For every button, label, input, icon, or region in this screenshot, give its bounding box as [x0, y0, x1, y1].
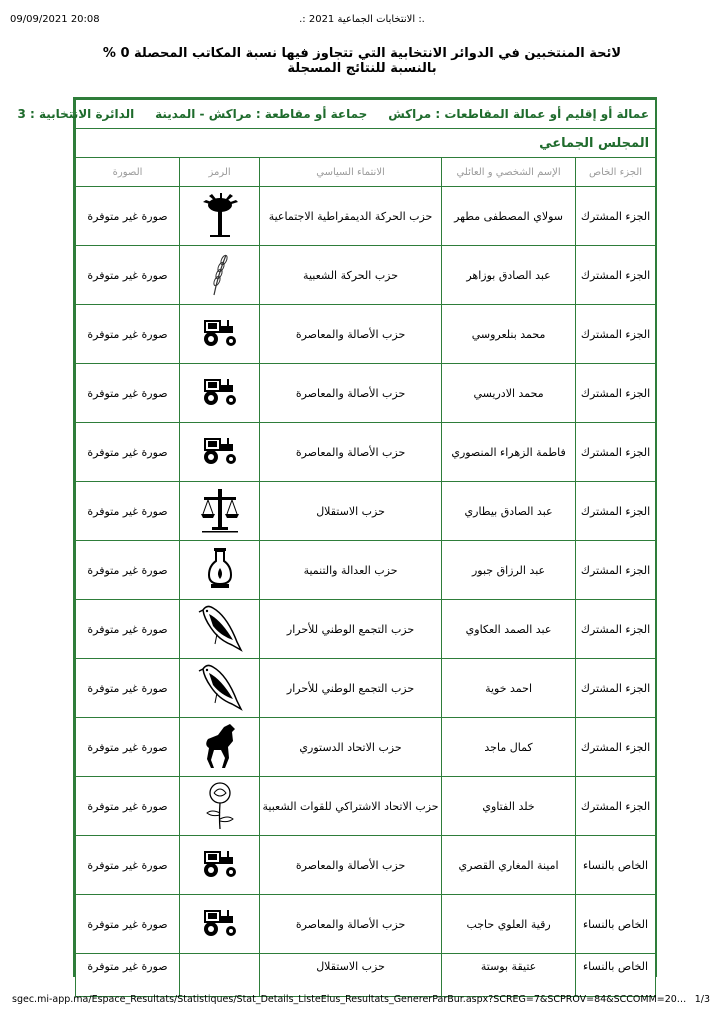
cell-party: حزب الأصالة والمعاصرة [260, 305, 442, 364]
dove-icon [197, 602, 243, 657]
cell-part: الجزء المشترك [576, 482, 656, 541]
cell-name: احمد خوية [442, 659, 576, 718]
cell-name: عبد الصادق بيطاري [442, 482, 576, 541]
cell-party: حزب الاستقلال [260, 954, 442, 997]
table-row [76, 541, 656, 600]
cell-party: حزب التجمع الوطني للأحرار [260, 600, 442, 659]
column-header-symbol: الرمز [180, 158, 260, 187]
table-row [76, 423, 656, 482]
cell-part: الجزء المشترك [576, 187, 656, 246]
cell-part: الجزء المشترك [576, 777, 656, 836]
cell-symbol [180, 659, 260, 718]
heading-line-1: لائحة المنتخبين في الدوائر الانتخابية التي تتجاوز فيها نسبة المكاتب المحصلة 0 % [102, 46, 622, 61]
cell-part: الجزء المشترك [576, 600, 656, 659]
cell-photo: صورة غير متوفرة [76, 600, 180, 659]
table-row [76, 836, 656, 895]
table-row [76, 600, 656, 659]
cell-symbol [180, 187, 260, 246]
footer-url: sgec.mi-app.ma/Espace_Resultats/Statistiques/Stat_Details_ListeElus_Resultats_GenererParBur.aspx?SCREG=7&SCPROV=84&SCCOMM=20… [12, 994, 687, 1005]
cell-symbol [180, 895, 260, 954]
cell-part: الجزء المشترك [576, 246, 656, 305]
horse-icon [200, 721, 240, 774]
cell-name: محمد بنلعروسي [442, 305, 576, 364]
cell-name: محمد الادريسي [442, 364, 576, 423]
cell-part: الخاص بالنساء [576, 954, 656, 997]
cell-photo: صورة غير متوفرة [76, 187, 180, 246]
cell-part: الجزء المشترك [576, 364, 656, 423]
oil-lamp-icon [205, 546, 235, 595]
cell-party: حزب العدالة والتنمية [260, 541, 442, 600]
cell-photo: صورة غير متوفرة [76, 246, 180, 305]
cell-party: حزب التجمع الوطني للأحرار [260, 659, 442, 718]
document-heading [0, 46, 724, 76]
cell-symbol [180, 541, 260, 600]
cell-photo: صورة غير متوفرة [76, 541, 180, 600]
cell-part: الجزء المشترك [576, 541, 656, 600]
print-date: 09/09/2021 20:08 [10, 14, 100, 25]
cell-name: خلد الفتاوي [442, 777, 576, 836]
cell-photo: صورة غير متوفرة [76, 836, 180, 895]
cell-party: حزب الأصالة والمعاصرة [260, 895, 442, 954]
cell-party: حزب الحركة الديمقراطية الاجتماعية [260, 187, 442, 246]
rose-icon [202, 779, 238, 834]
wheat-ear-icon [208, 251, 232, 300]
tractor-icon [200, 908, 240, 941]
cell-party: حزب الاتحاد الدستوري [260, 718, 442, 777]
cell-name: امينة المغاري القصري [442, 836, 576, 895]
tractor-icon [200, 436, 240, 469]
tractor-icon [200, 377, 240, 410]
cell-photo: صورة غير متوفرة [76, 423, 180, 482]
cell-symbol [180, 482, 260, 541]
tractor-icon [200, 849, 240, 882]
palm-tree-icon [200, 192, 240, 241]
cell-party: حزب الاتحاد الاشتراكي للقوات الشعبية [260, 777, 442, 836]
cell-name: عبد الصمد العكاوي [442, 600, 576, 659]
column-header-name: الإسم الشخصي و العائلي [442, 158, 576, 187]
cell-symbol [180, 777, 260, 836]
table-row [76, 482, 656, 541]
cell-symbol [180, 246, 260, 305]
table-row [76, 954, 656, 997]
cell-photo: صورة غير متوفرة [76, 777, 180, 836]
cell-part: الجزء المشترك [576, 718, 656, 777]
cell-party: حزب الاستقلال [260, 482, 442, 541]
table-row [76, 246, 656, 305]
cell-photo: صورة غير متوفرة [76, 305, 180, 364]
cell-name: كمال ماجد [442, 718, 576, 777]
cell-part: الخاص بالنساء [576, 836, 656, 895]
cell-photo: صورة غير متوفرة [76, 954, 180, 997]
column-header-party: الانتماء السياسي [260, 158, 442, 187]
cell-photo: صورة غير متوفرة [76, 895, 180, 954]
council-row [76, 129, 656, 158]
cell-symbol [180, 305, 260, 364]
prefecture-label: عمالة أو إقليم أو عمالة المقاطعات : مراكش [388, 107, 650, 121]
elected-members-table [17, 99, 656, 997]
table-row [76, 659, 656, 718]
cell-symbol [180, 600, 260, 659]
cell-symbol [180, 364, 260, 423]
table-row [76, 187, 656, 246]
cell-name: عتيقة بوستة [442, 954, 576, 997]
cell-name: رقية العلوي حاجب [442, 895, 576, 954]
council-label: المجلس الجماعي [76, 129, 656, 158]
cell-name: عبد الرزاق جبور [442, 541, 576, 600]
balance-scale-icon [200, 487, 240, 536]
page-number: 1/3 [694, 994, 710, 1005]
cell-part: الجزء المشترك [576, 423, 656, 482]
commune-label: جماعة أو مقاطعة : مراكش - المدينة [155, 107, 368, 121]
table-header-row [76, 158, 656, 187]
cell-name: عبد الصادق بوزاهر [442, 246, 576, 305]
cell-part: الجزء المشترك [576, 659, 656, 718]
cell-party: حزب الأصالة والمعاصرة [260, 423, 442, 482]
tractor-icon [200, 318, 240, 351]
cell-name: فاطمة الزهراء المنصوري [442, 423, 576, 482]
circonscription-row [76, 100, 656, 129]
cell-photo: صورة غير متوفرة [76, 482, 180, 541]
column-header-photo: الصورة [76, 158, 180, 187]
cell-party: حزب الأصالة والمعاصرة [260, 364, 442, 423]
results-frame [17, 97, 657, 977]
cell-symbol [180, 954, 260, 997]
cell-symbol [180, 423, 260, 482]
cell-photo: صورة غير متوفرة [76, 718, 180, 777]
district-label: الدائرة الانتخابية : 3 [17, 107, 135, 121]
cell-photo: صورة غير متوفرة [76, 364, 180, 423]
cell-party: حزب الأصالة والمعاصرة [260, 836, 442, 895]
cell-part: الخاص بالنساء [576, 895, 656, 954]
table-row [76, 777, 656, 836]
cell-photo: صورة غير متوفرة [76, 659, 180, 718]
cell-symbol [180, 836, 260, 895]
cell-symbol [180, 718, 260, 777]
table-row [76, 895, 656, 954]
table-row [76, 718, 656, 777]
heading-line-2: بالنسبة للنتائج المسجلة [287, 61, 437, 76]
column-header-part: الجزء الخاص [576, 158, 656, 187]
table-row [76, 364, 656, 423]
cell-part: الجزء المشترك [576, 305, 656, 364]
cell-name: سولاي المصطفى مطهر [442, 187, 576, 246]
dove-icon [197, 661, 243, 716]
print-title: .: الانتخابات الجماعية 2021 :. [299, 14, 425, 25]
cell-party: حزب الحركة الشعبية [260, 246, 442, 305]
table-row [76, 305, 656, 364]
